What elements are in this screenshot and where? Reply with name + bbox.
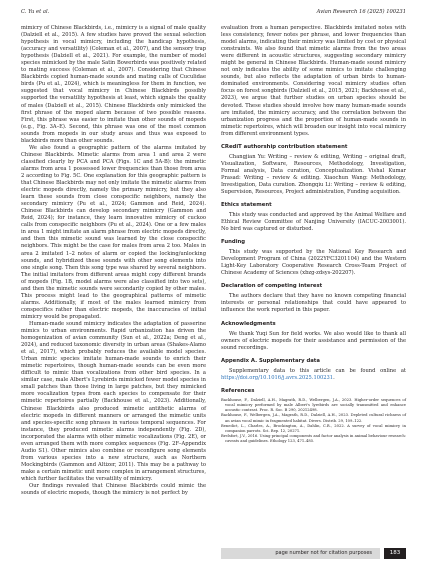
appendix-text xyxy=(221,368,406,382)
header-authors: C. Yu et al. xyxy=(21,9,50,15)
appendix-text-end: . xyxy=(333,374,335,381)
acknowledgments-text: We thank Yuqi Sun for field works. We also would like to thank all owners of electric mopeds for their assistance and permission of the sound recordings. xyxy=(221,330,406,351)
appendix-doi-link[interactable]: https://doi.org/10.1016/j.avrs.2025.100231 xyxy=(221,374,334,381)
section-heading-ethics: Ethics statement xyxy=(221,202,272,209)
paragraph: We also found a geographic pattern of the alarms imitated by Chinese Blackbirds. Mimetic alarms from area 1 and area 2 were classified clearly by PCA and PCA (Figs. 1C and 5A-B): the mimetic alarms from area 1 possessed lower frequencies than those from area 2 according to Fig. 5C. One explanation for this geographic pattern is that Chinese Blackbirds may not only imitate the mimetic alarms from electric mopeds directly, namely the primary mimicry, but they also learn these sounds from close conspecific neighbors, namely the secondary mimicry (Pu et al., 2024; Gammon and Reid, 2024). Chinese Blackbirds can develop secondary mimicry (Gammon and Reid, 2024); for instance, they learn innovative mimicry of cuckoo calls from conspecific neighbors (Pu et al., 2024). One or a few males in area 1 might imitate an alarm phrase from electric mopeds directly, and then this mimetic sound was learned by the close conspecific neighbors. This might be the case for males from area 2 too. Males in area 2 imitated 1–2 notes of alarm or copied the locking/unlocking sounds, and hybridized these sounds with other song elements into one single song. Then this song type was shared by several neighbors. The initial imitators from different areas might copy different brands of mopeds (Fig. 1B, model alarms were also classified into two sets), and then the mimetic sounds were secondarily copied by other males. This process might lead to the geographical patterns of mimetic alarms. Additionally, if most of the males learned mimicry from conspecifics rather than electric mopeds, the inaccuracies of initial mimicry would be propagated. xyxy=(21,144,206,320)
section-heading-appendix: Appendix A. Supplementary data xyxy=(221,357,320,364)
section-heading-funding: Funding xyxy=(221,239,246,246)
page-footer xyxy=(221,548,406,559)
reference-item: Brelsfort, J.V., 2016. Using principal components and factor analysis in animal behaviour research: caveats and guidelines. Ethology 123, 471–485. xyxy=(221,434,406,444)
paragraph: mimicry of Chinese Blackbirds, i.e., mimicry is a signal of male quality (Dalziell et al., 2015). A few studies have proved the sexual selection hypothesis in vocal mimicry, including the handicap hypothesis, (accuracy and versatility) (Coleman et al., 2007), and the sensory trap hypothesis (Dalziell et al., 2021). For example, the number of model species mimicked by the male Satin Bowerbirds was positively related to mating success (Coleman et al., 2007). Considering that Chinese Blackbirds copied human-made sounds and mating calls of Cuculidae birds (Pu et al., 2024), which is meaningless for them in function, we suggested that vocal mimicry in Chinese Blackbirds possibly supported the versatility hypothesis at least, which signals the quality of males (Dalziell et al., 2015). Chinese Blackbirds only mimicked the first phrase of the moped alarm because of two possible reasons. First, this phrase was easier to imitate than other sounds of mopeds (e.g., Fig. 3A–E). Second, this phrase was one of the most common sounds from mopeds in our study areas and thus was exposed to blackbirds more than other sounds. xyxy=(21,25,206,144)
footer-note: page number not for citation purposes xyxy=(275,550,372,556)
reference-item: Backhouse, F., Dalziell, A.H., Magrath, R.D., Welbergen, J.A., 2023. Higher-order sequences of vocal mimicry performed by male Albert's lyrebirds are socially transmitted and enhance acoustic contrast. Proc. R. Soc. B 290, 20212498. xyxy=(221,397,406,413)
reference-item: Backhouse, F., Welbergen, J.A., Magrath, R.D., Dalziell, A.H., 2023. Depleted cultural richness of an avian vocal mimic in fragmented habitat. Divers. Distrib. 29, 109–122. xyxy=(221,413,406,423)
section-heading-credit: CRediT authorship contribution statement xyxy=(221,143,348,150)
credit-statement: Changjian Yu: Writing – review & editing, Writing – original draft, Visualization, Software, Resources, Methodology, Investigation, Formal analysis, Data curation, Conceptualization. Vishal Kumar Prasad: Writing – review & editing. Xiaochun Wang: Methodology, Investigation, Data curation. Zhongqiu Li: Writing – review & editing, Supervision, Resources, Project administration, Funding acquisition. xyxy=(221,153,406,195)
paragraph: Human-made sound mimicry indicates the adaptation of passerine mimics to urban environments. Rapid urbanization has driven the homogenization of avian community (Sun et al., 2022a; Deng et al., 2024), and reduced taxonomic diversity in urban areas (Shakes-Alamo et al., 2017), which probably reduces the available model species. Urban mimic species imitate human-made sounds to enrich their mimetic repertoires, though human-made sounds can be even more difficult to mimic than vocalizations from other bird species. In a similar case, male Albert's Lyrebirds mimicked fewer model species in small patches than those living in large patches, but they mimicked more vocalization types from each species to compensate for their mimetic repertoires partially (Backhouse et al., 2023). Additionally, Chinese Blackbirds also produced mimetic antithetic alarms of electric mopeds in different manners or arranged the mimetic units and species-specific song phrases in various temporal sequences. For instance, they produced mimetic alarms independently (Fig. 2D), incorporated the alarms with other mimetic vocalizations (Fig. 2E), or even arranged them with more complex sequences (Fig. 2F–Appendix Audio S1). Other mimics also combine or reconfigure song elements from various species into a new structure, such as Northern Mockingbirds (Gammon and Altizer, 2011). This may be a pathway to make a certain mimetic unit more complex in arrangement structures, which further facilitates the versatility of mimicry. xyxy=(21,320,206,482)
competing-interest-statement: The authors declare that they have no known competing financial interests or personal relationships that could have appeared to influence the work reported in this paper. xyxy=(221,293,406,314)
paragraph: evaluation from a human perspective. Blackbirds imitated notes with less consistency, fewer notes per phrase, and lower frequencies than model alarms, indicating their mimicry was limited by cost or physical constraints. We also found that mimetic alarms from the two areas were different in acoustic structures, suggesting secondary mimicry might be general in Chinese Blackbirds. Human-made sound mimicry not only indicates the ability of some mimics to imitate challenging sounds, but also reflects the adaptation of urban birds to human-dominated environments. Considering vocal mimicry studies often focus on forest songbirds (Dalziell et al., 2015, 2021; Backhouse et al., 2023), we argue that further studies on urban species should be devoted. These studies should involve how many human-made sounds are imitated, the mimicry accuracy, and the correlation between the urbanization progress and the proportion of human-made sounds in mimetic repertoires, which will broaden our insight into vocal mimicry from different environment types. xyxy=(221,25,406,137)
page-number: 183 xyxy=(384,548,406,559)
section-heading-acknowledgments: Acknowledgments xyxy=(221,320,276,327)
running-header xyxy=(21,9,406,19)
section-heading-references: References xyxy=(221,387,255,394)
reference-item: Benedict, L., Charles, A., Brockington, A., Dahlin, C.R., 2022. A survey of vocal mimicry in companion parrots. Sci. Rep. 12, 20271. xyxy=(221,423,406,433)
left-column xyxy=(21,25,206,497)
reference-list xyxy=(221,398,406,445)
ethics-statement: This study was conducted and approved by the Animal Welfare and Ethical Review Committee of Nanjing University (IACUC-2003001). No bird was captured or disturbed. xyxy=(221,212,406,233)
right-column xyxy=(221,25,406,445)
funding-statement: This study was supported by the National Key Research and Development Program of China (2022YFC3201104) and the Western Light-Key Laboratory Cooperative Research Cross-Team Project of Chinese Academy of Sciences (xbzg-zdsys-202207). xyxy=(221,249,406,277)
appendix-text-lead: Supplementary data to this article can be found online at xyxy=(229,367,406,374)
header-journal: Avian Research 16 (2025) 100231 xyxy=(316,9,406,15)
paragraph: Our findings revealed that Chinese Blackbirds could mimic the sounds of electric mopeds, though the mimicry is not perfect by xyxy=(21,483,206,497)
section-heading-competing-interest: Declaration of competing interest xyxy=(221,283,323,290)
